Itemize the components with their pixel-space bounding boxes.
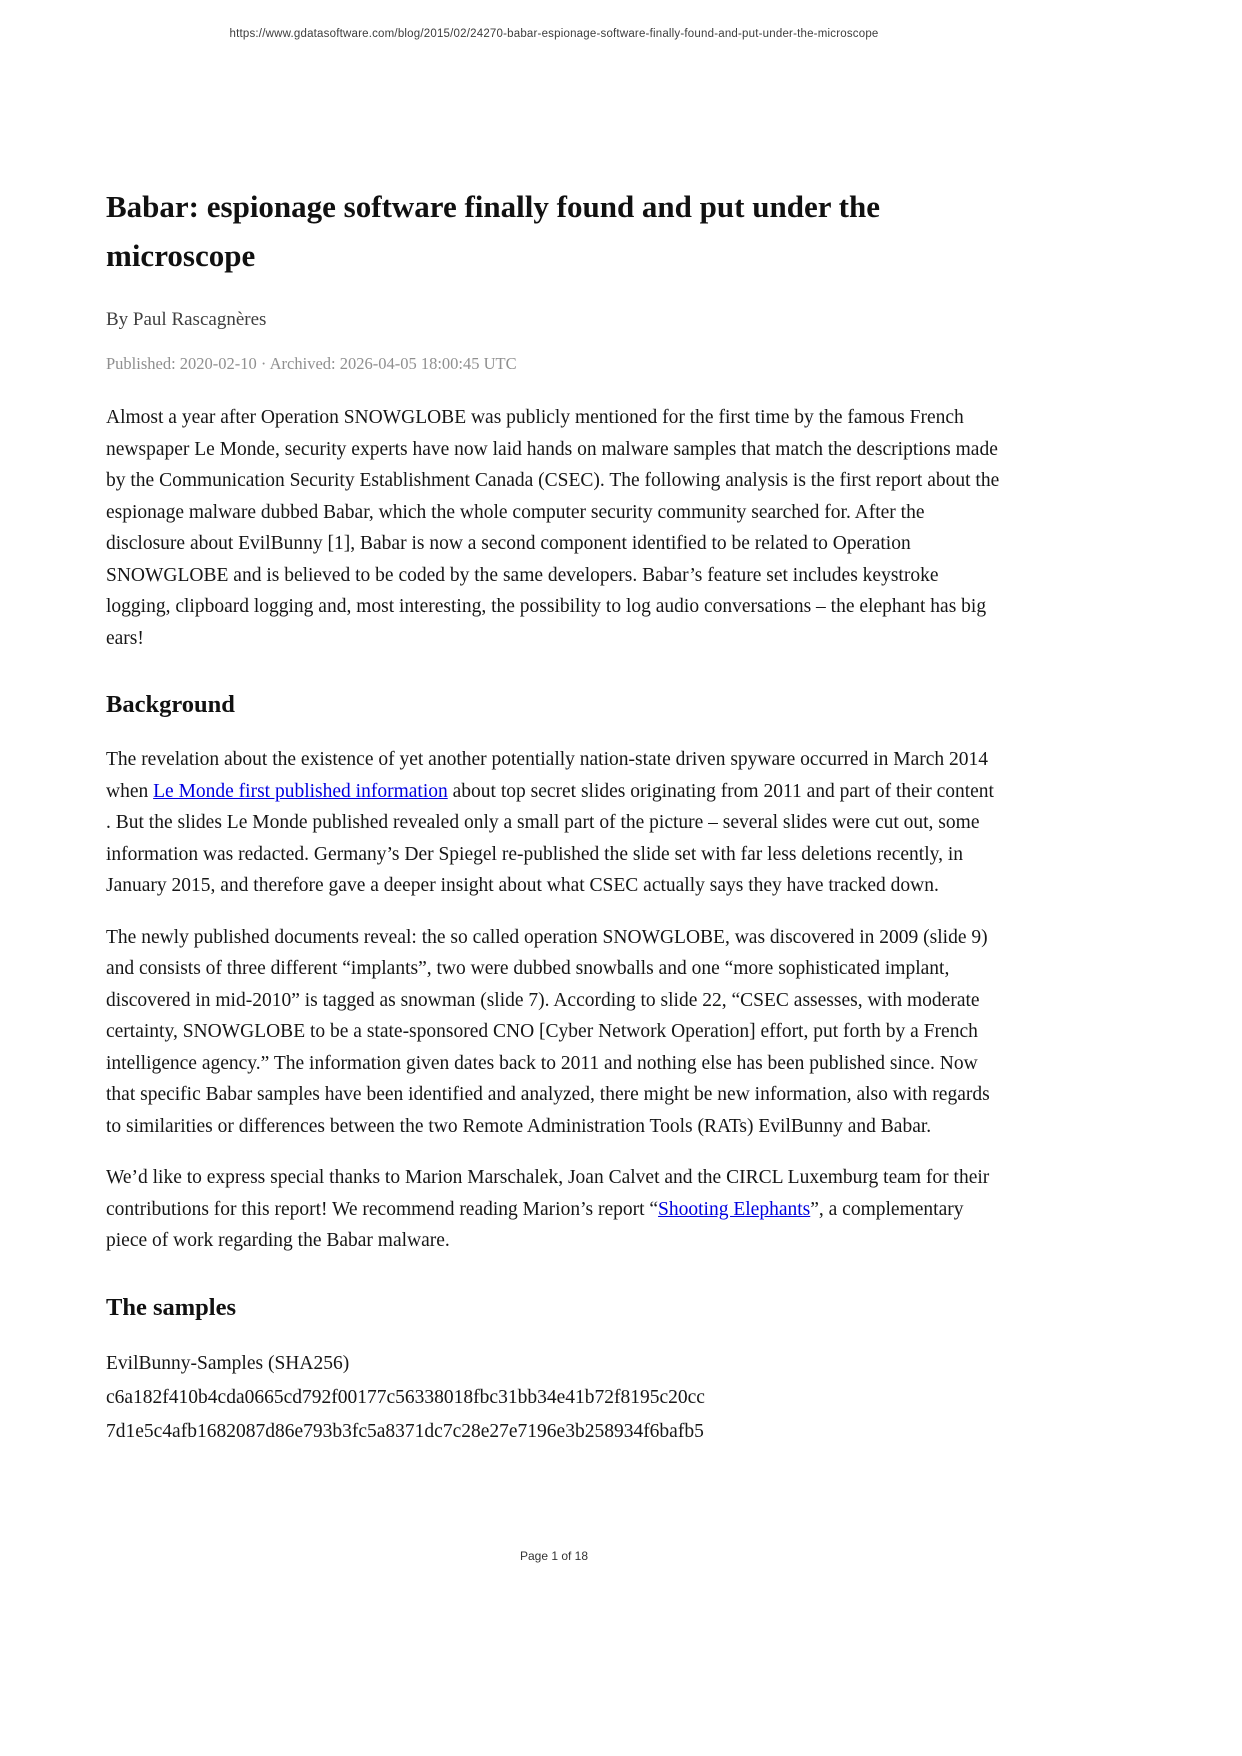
samples-label: EvilBunny-Samples (SHA256) [106,1352,350,1374]
article-title: Babar: espionage software finally found and put under the microscope [106,189,880,273]
section-heading-samples: The samples [106,1293,237,1321]
thanks-paragraph [106,1162,1002,1257]
intro-paragraph: Almost a year after Operation SNOWGLOBE was publicly mentioned for the first time by the famous French newspaper Le Monde, security experts have now laid hands on malware samples that match the descriptions made by the Communication Security Establishment Canada (CSEC). The following analysis is the first report about the espionage malware dubbed Babar, which the whole computer security community searched for. After the disclosure about EvilBunny [1], Babar is now a second component identified to be related to Operation SNOWGLOBE and is believed to be coded by the same developers. Babar’s feature set includes keystroke logging, clipboard logging and, most interesting, the possibility to log audio conversations – the elephant has big ears! [106,407,1000,649]
background-paragraph-1 [106,744,1002,902]
shooting-elephants-link[interactable]: Shooting Elephants [658,1198,811,1220]
publish-archive-meta: Published: 2020-02-10 · Archived: 2026-04-05 18:00:45 UTC [106,354,517,373]
paragraph-text: ”, a complementary piece of work regarding the Babar malware. [106,1198,964,1251]
paragraph-text: about top secret slides originating from 2011 and part of their content . But the slides Le Monde published revealed only a small part of the picture – several slides were cut out, some information was redacted. Germany’s Der Spiegel re-published the slide set with far less deletions recently, in January 2015, and therefore gave a deeper insight about what CSEC actually says they have tracked down. [106,780,994,896]
sample-hash: c6a182f410b4cda0665cd792f00177c56338018fbc31bb34e41b72f8195c20cc [106,1386,705,1408]
paragraph-text: We’d like to express special thanks to Marion Marschalek, Joan Calvet and the CIRCL Luxemburg team for their contributions for this report! We recommend reading Marion’s report “ [106,1167,990,1220]
background-paragraph-2: The newly published documents reveal: the so called operation SNOWGLOBE, was discovered in 2009 (slide 9) and consists of three different “implants”, two were dubbed snowballs and one “more sophisticated implant, discovered in mid-2010” is tagged as snowman (slide 7). According to slide 22, “CSEC assesses, with moderate certainty, SNOWGLOBE to be a state-sponsored CNO [Cyber Network Operation] effort, put forth by a French intelligence agency.” The information given dates back to 2011 and nothing else has been published since. Now that specific Babar samples have been identified and analyzed, there might be new information, also with regards to similarities or differences between the two Remote Administration Tools (RATs) EvilBunny and Babar. [106,926,990,1137]
article [106,182,1002,1449]
section-heading-background: Background [106,691,235,718]
le-monde-article-link[interactable]: Le Monde first published information [153,780,448,802]
samples-block [106,1347,1002,1449]
paragraph-text: The revelation about the existence of yet another potentially nation-state driven spyware occurred in March 2014 when [106,749,989,802]
print-header-url: https://www.gdatasoftware.com/blog/2015/02/24270-babar-espionage-software-finally-found-and-put-under-the-microscope [229,28,879,40]
byline: By Paul Rascagnères [106,309,267,330]
page-number: Page 1 of 18 [519,1549,589,1563]
sample-hash: 7d1e5c4afb1682087d86e793b3fc5a8371dc7c28e27e7196e3b258934f6bafb5 [106,1420,704,1442]
